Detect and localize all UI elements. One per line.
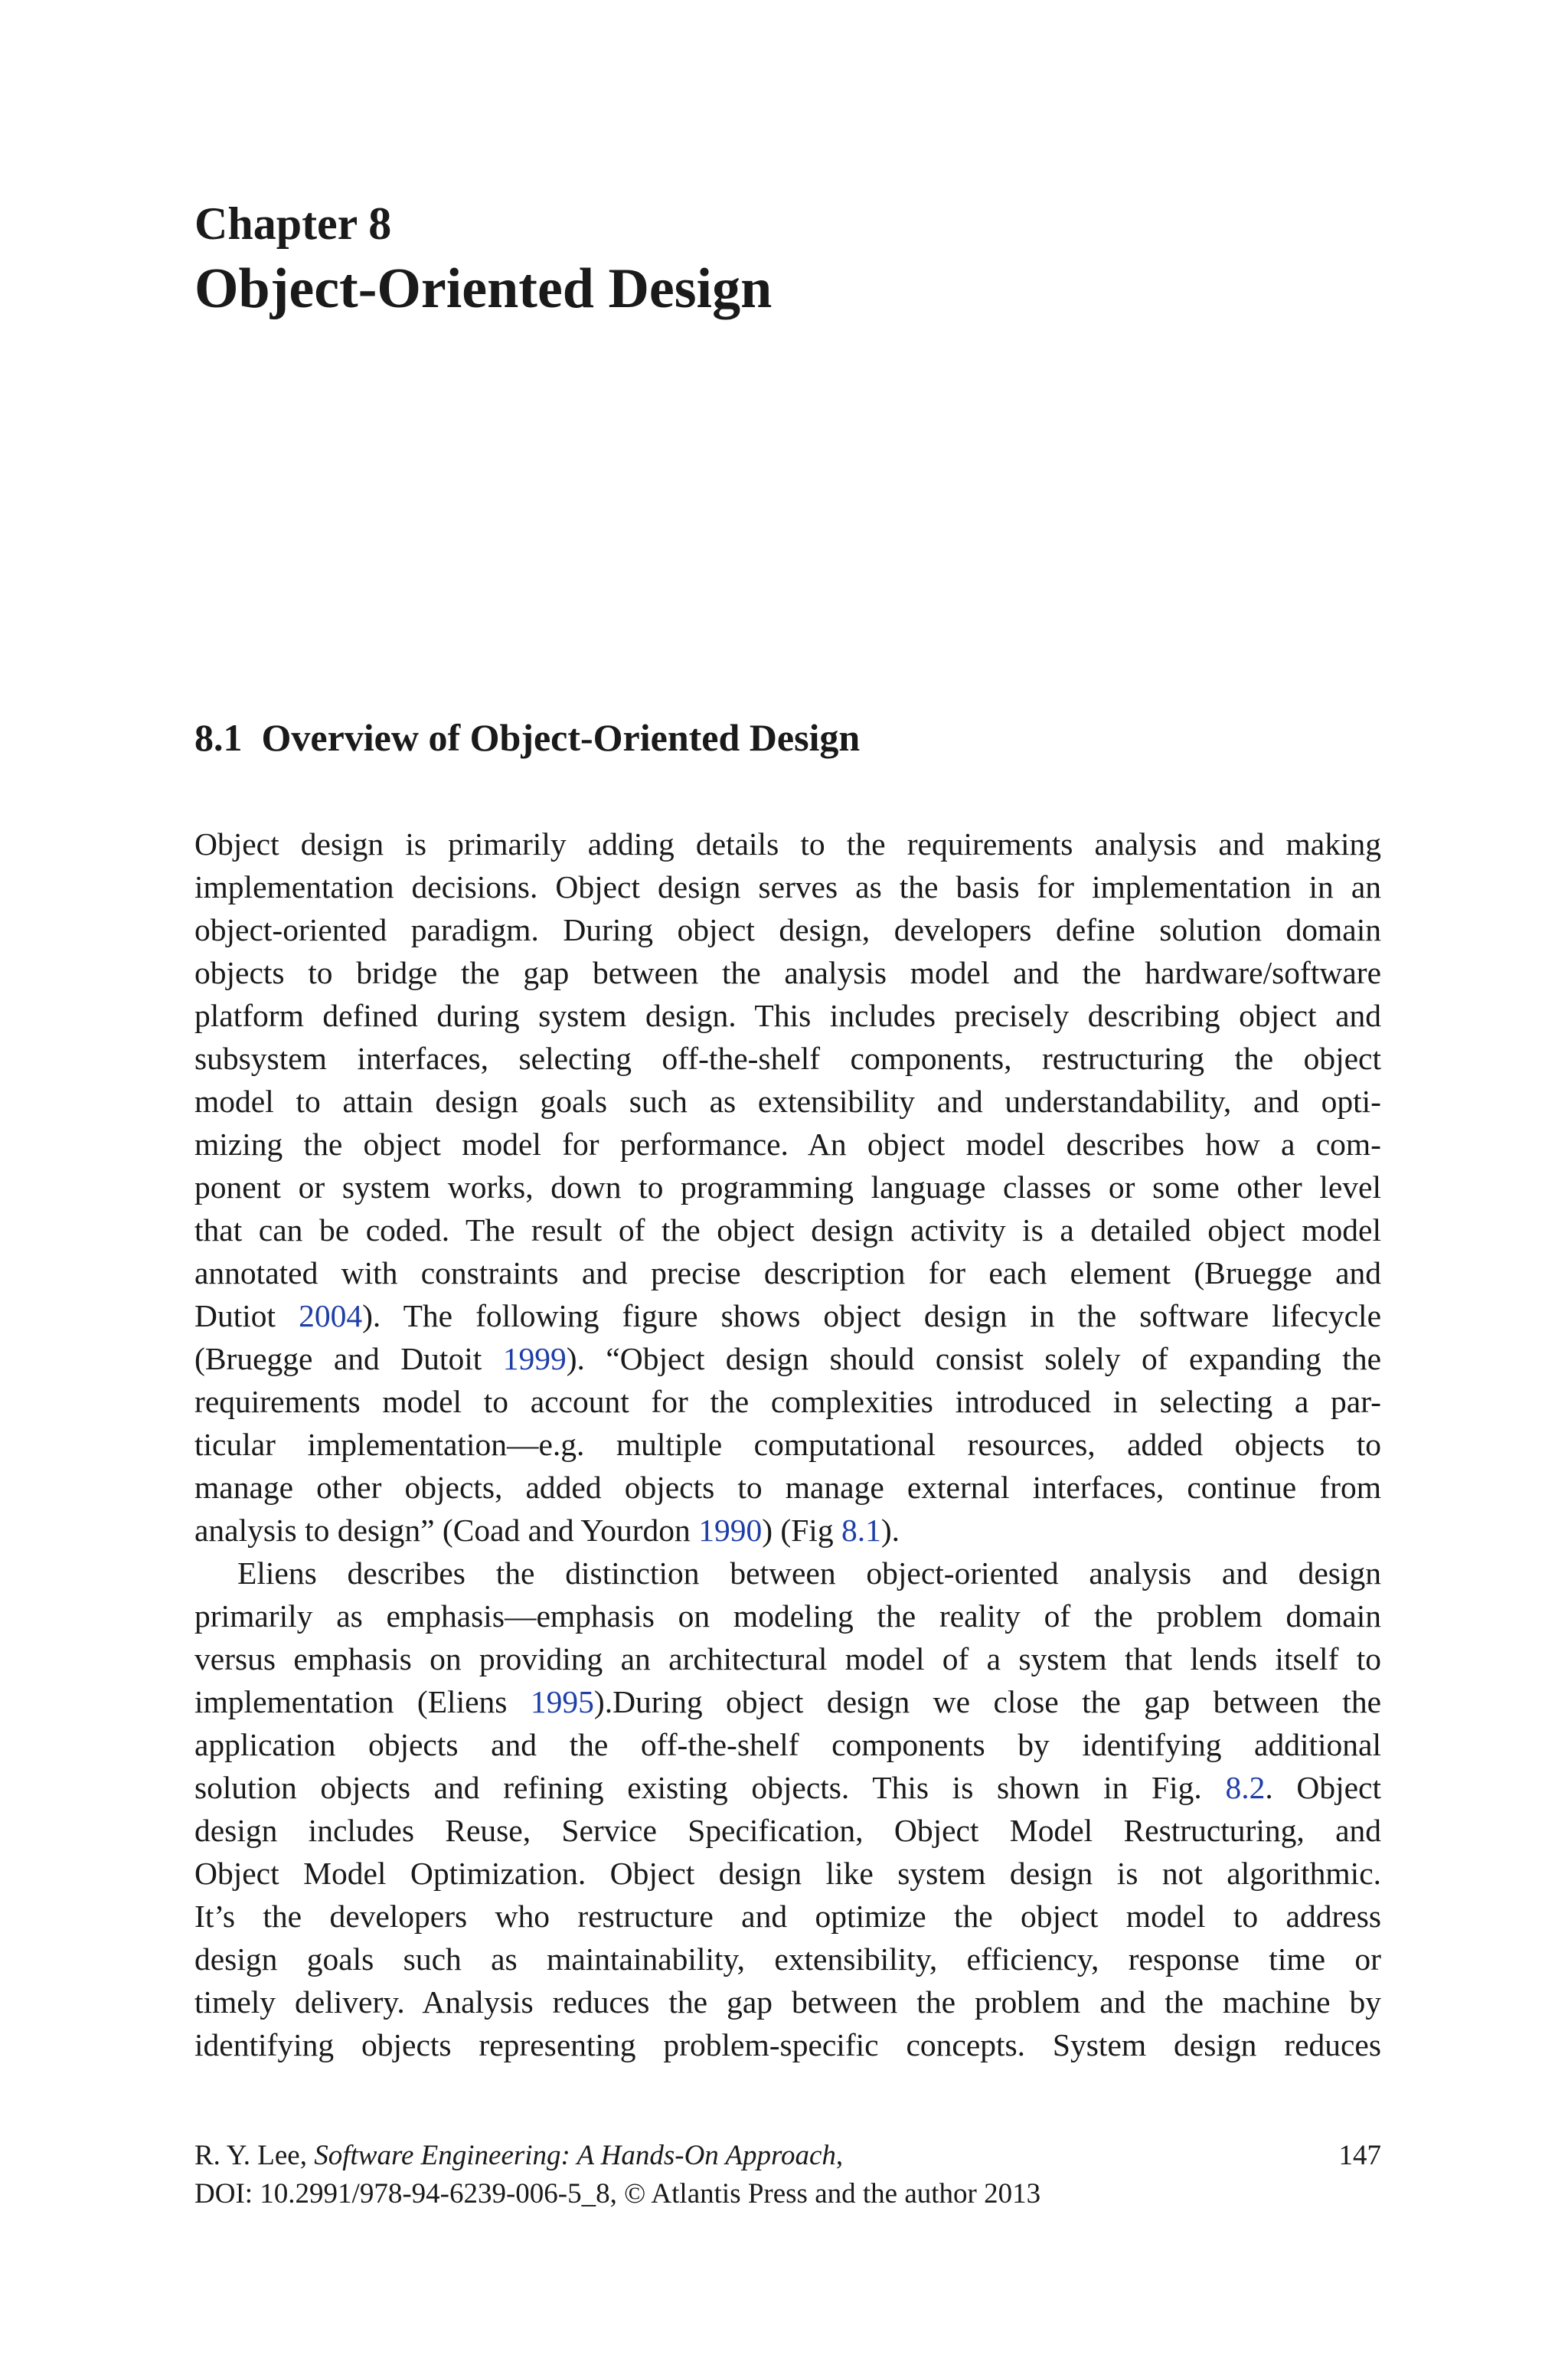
citation-link-1995[interactable]: 1995: [530, 1684, 594, 1719]
text-fragment: solution objects and refining existing objects. This is shown in Fig.: [194, 1770, 1226, 1805]
figure-link-8-1[interactable]: 8.1: [841, 1513, 881, 1548]
text-line: design includes Reuse, Service Specification, Object Model Restructuring, and: [194, 1813, 1381, 1848]
figure-link-8-2[interactable]: 8.2: [1225, 1770, 1266, 1805]
citation-link-2004[interactable]: 2004: [299, 1298, 363, 1333]
section-heading: 8.1 Overview of Object-Oriented Design: [194, 716, 861, 759]
punctuation: ,: [835, 2140, 844, 2171]
text-line: ponent or system works, down to programming language classes or some other level: [194, 1169, 1381, 1205]
text-fragment: ).: [880, 1513, 900, 1548]
text-line: primarily as emphasis—emphasis on modeling the reality of the problem domain: [194, 1598, 1381, 1634]
text-line: object-oriented paradigm. During object design, developers define solution domain: [194, 912, 1381, 947]
paragraph-1: [194, 823, 1381, 1552]
footer-citation-row: [194, 2137, 1381, 2175]
paragraph-2: [194, 1552, 1381, 2066]
text-line: Object Model Optimization. Object design like system design is not algorithmic.: [194, 1856, 1381, 1891]
author: R. Y. Lee,: [194, 2140, 315, 2171]
text-fragment: (Bruegge and Dutoit: [194, 1341, 503, 1376]
text-line: It’s the developers who restructure and optimize the object model to address: [194, 1899, 1381, 1934]
text-line: mizing the object model for performance. An object model describes how a com-: [194, 1127, 1381, 1162]
text-fragment: analysis to design” (Coad and Yourdon: [194, 1513, 699, 1548]
text-fragment: ).During object design we close the gap between the: [593, 1684, 1381, 1719]
text-line: objects to bridge the gap between the analysis model and the hardware/software: [194, 955, 1381, 990]
text-line: Object design is primarily adding details to the requirements analysis and making: [194, 826, 1381, 862]
text-line: [194, 1509, 1381, 1552]
page-number: 147: [1338, 2140, 1381, 2171]
text-fragment: implementation (Eliens: [194, 1684, 531, 1719]
text-line: versus emphasis on providing an architectural model of a system that lends itself to: [194, 1641, 1381, 1676]
body-text: [194, 823, 1381, 2066]
text-line: annotated with constraints and precise description for each element (Bruegge and: [194, 1255, 1381, 1290]
text-line: Eliens describes the distinction between object-oriented analysis and design: [237, 1555, 1381, 1591]
text-line: manage other objects, added objects to manage external interfaces, continue from: [194, 1470, 1381, 1505]
chapter-title: Object-Oriented Design: [194, 257, 773, 320]
text-line: requirements model to account for the complexities introduced in selecting a par-: [194, 1384, 1381, 1419]
citation-link-1990[interactable]: 1990: [698, 1513, 763, 1548]
text-line: model to attain design goals such as extensibility and understandability, and opti-: [194, 1084, 1381, 1119]
text-line: [194, 1680, 1381, 1723]
text-fragment: ) (Fig: [762, 1513, 841, 1548]
text-line: [194, 1766, 1381, 1809]
text-line: that can be coded. The result of the object design activity is a detailed object model: [194, 1212, 1381, 1248]
doi-line: DOI: 10.2991/978-94-6239-006-5_8, © Atlantis Press and the author 2013: [194, 2178, 1041, 2210]
citation-link-1999[interactable]: 1999: [502, 1341, 567, 1376]
text-line: implementation decisions. Object design serves as the basis for implementation in an: [194, 869, 1381, 904]
book-title: Software Engineering: A Hands-On Approach: [314, 2140, 836, 2171]
text-line: platform defined during system design. This includes precisely describing object and: [194, 998, 1381, 1033]
text-line: [194, 1294, 1381, 1337]
page-footer: [194, 2137, 1381, 2213]
text-line: timely delivery. Analysis reduces the gap between the problem and the machine by: [194, 1984, 1381, 2020]
text-line: ticular implementation—e.g. multiple computational resources, added objects to: [194, 1427, 1381, 1462]
text-line: identifying objects representing problem-specific concepts. System design reduces: [194, 2027, 1381, 2062]
text-line: application objects and the off-the-shelf components by identifying additional: [194, 1727, 1381, 1762]
chapter-label: Chapter 8: [194, 198, 392, 249]
text-line: subsystem interfaces, selecting off-the-shelf components, restructuring the object: [194, 1041, 1381, 1076]
text-fragment: ). “Object design should consist solely of expanding the: [566, 1341, 1381, 1376]
text-line: design goals such as maintainability, extensibility, efficiency, response time or: [194, 1941, 1381, 1977]
text-fragment: ). The following figure shows object design in the software lifecycle: [362, 1298, 1382, 1333]
text-fragment: Dutiot: [194, 1298, 299, 1333]
text-line: [194, 1337, 1381, 1380]
book-reference: [194, 2137, 843, 2175]
text-fragment: . Object: [1265, 1770, 1381, 1805]
